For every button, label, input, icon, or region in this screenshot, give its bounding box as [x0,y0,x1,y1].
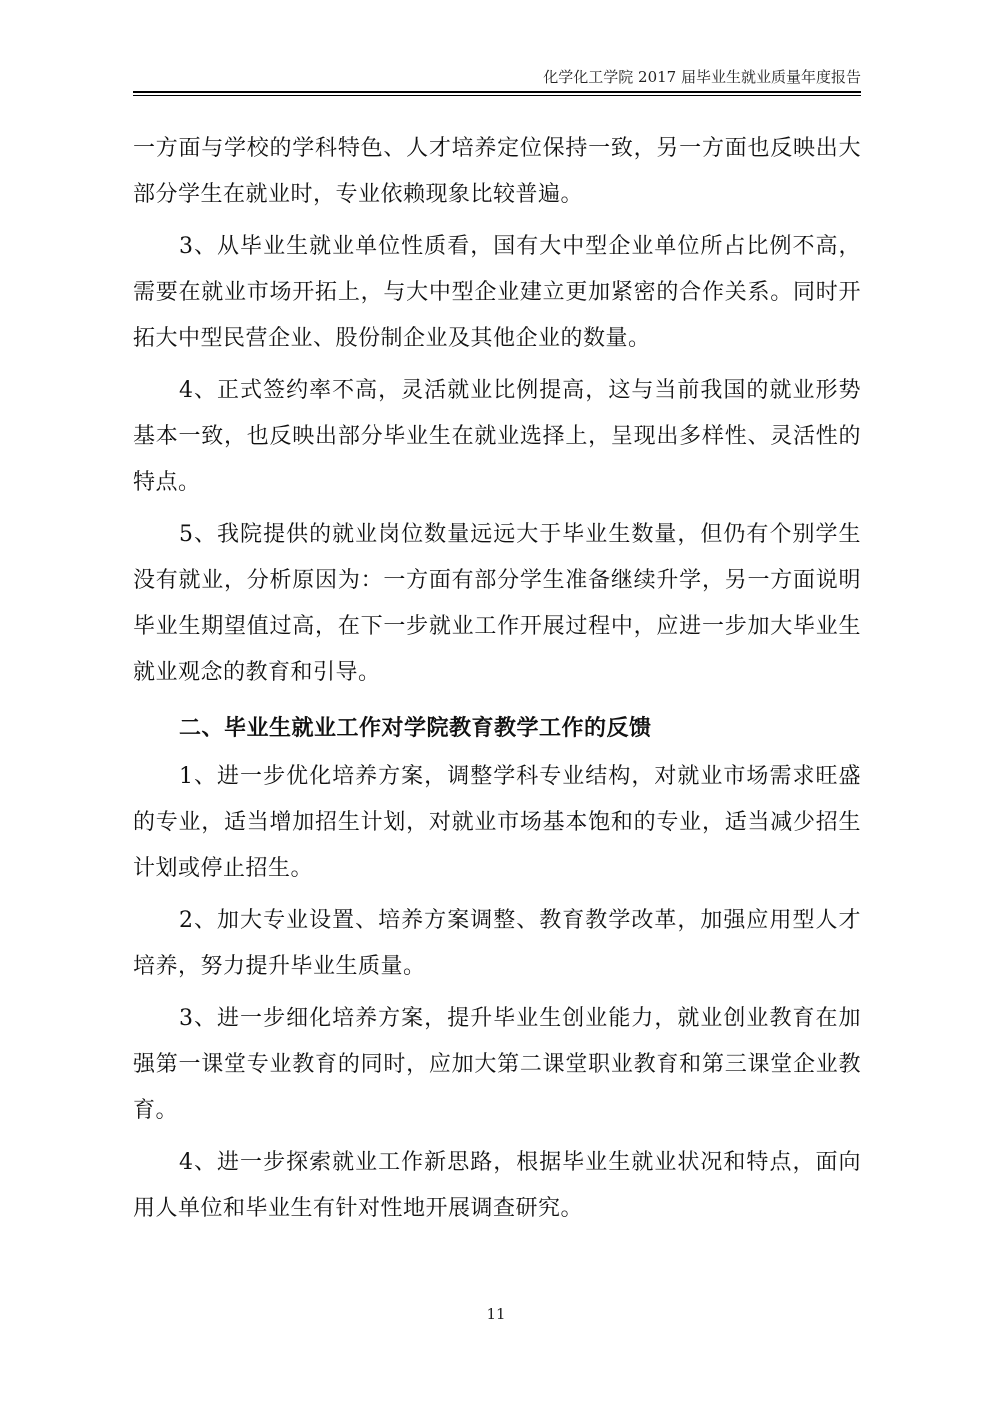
paragraph-item-4: 4、正式签约率不高，灵活就业比例提高，这与当前我国的就业形势基本一致，也反映出部分毕业生在就业选择上，呈现出多样性、灵活性的特点。 [133,378,861,495]
paragraph-continuation: 一方面与学校的学科特色、人才培养定位保持一致，另一方面也反映出大部分学生在就业时，专业依赖现象比较普遍。 [133,136,861,207]
feedback-item-3: 3、进一步细化培养方案，提升毕业生创业能力，就业创业教育在加强第一课堂专业教育的同时，应加大第二课堂职业教育和第三课堂企业教育。 [133,1006,861,1123]
page-number: 11 [486,1305,506,1323]
document-body [133,126,861,1238]
running-header: 化学化工学院 2017 届毕业生就业质量年度报告 [543,68,861,86]
feedback-item-4: 4、进一步探索就业工作新思路，根据毕业生就业状况和特点，面向用人单位和毕业生有针对性地开展调查研究。 [133,1150,861,1221]
feedback-item-1: 1、进一步优化培养方案，调整学科专业结构，对就业市场需求旺盛的专业，适当增加招生计划，对就业市场基本饱和的专业，适当减少招生计划或停止招生。 [133,764,861,881]
header-rule [133,91,861,93]
paragraph-item-5: 5、我院提供的就业岗位数量远远大于毕业生数量，但仍有个别学生没有就业，分析原因为：一方面有部分学生准备继续升学，另一方面说明毕业生期望值过高，在下一步就业工作开展过程中，应进一步加大毕业生就业观念的教育和引导。 [133,522,861,685]
section-heading: 二、毕业生就业工作对学院教育教学工作的反馈 [179,716,652,741]
feedback-item-2: 2、加大专业设置、培养方案调整、教育教学改革，加强应用型人才培养，努力提升毕业生质量。 [133,908,861,979]
header-rule-thin [133,95,861,96]
paragraph-item-3: 3、从毕业生就业单位性质看，国有大中型企业单位所占比例不高，需要在就业市场开拓上，与大中型企业建立更加紧密的合作关系。同时开拓大中型民营企业、股份制企业及其他企业的数量。 [133,234,861,351]
